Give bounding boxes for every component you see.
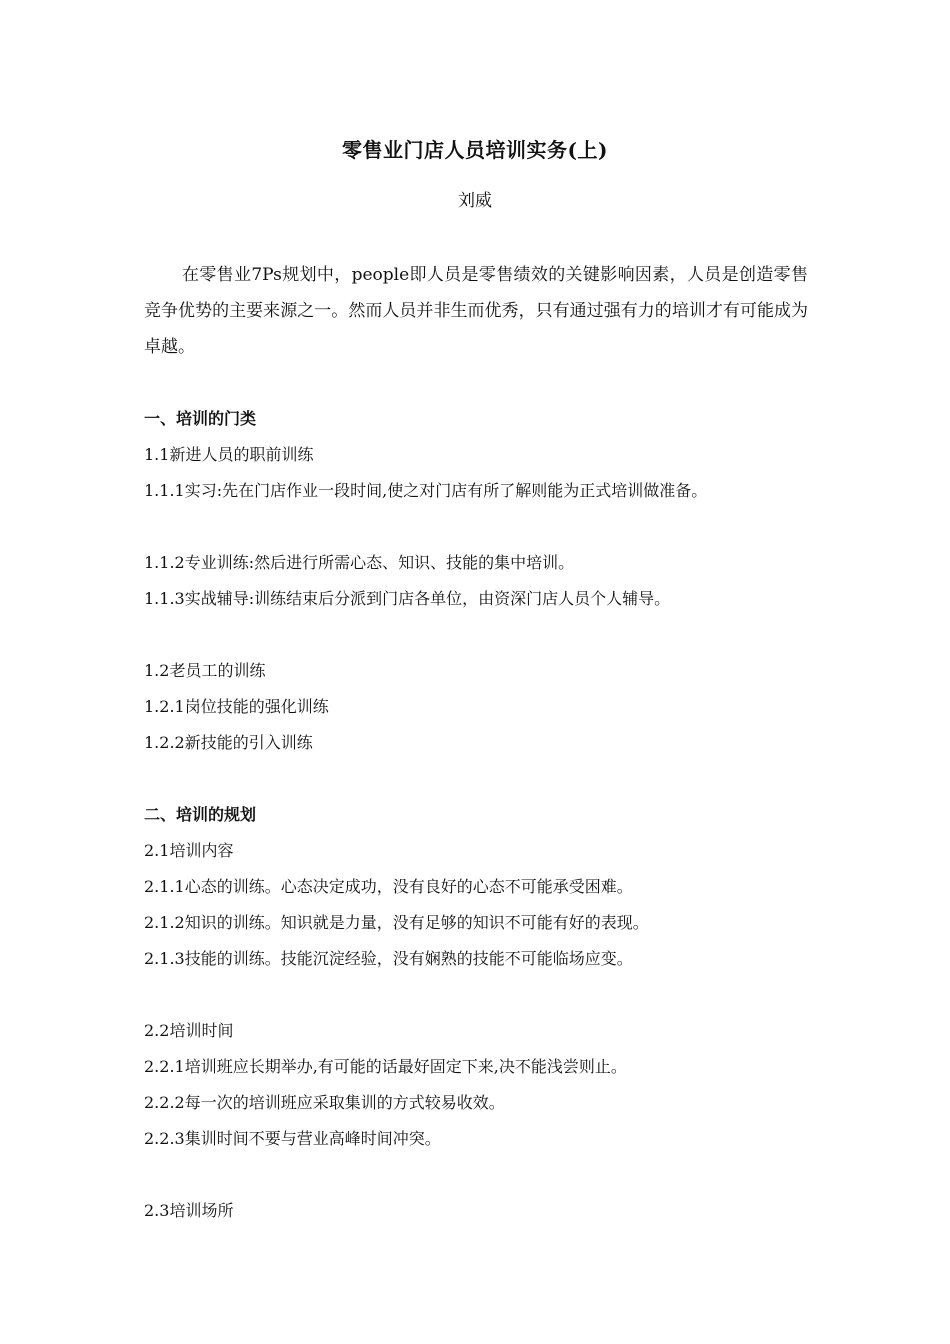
item-2-1-3: 2.1.3技能的训练。技能沉淀经验，没有娴熟的技能不可能临场应变。 [144,949,633,968]
item-1-2-2: 1.2.2新技能的引入训练 [144,733,313,752]
item-1-1-2: 1.1.2专业训练:然后进行所需心态、知识、技能的集中培训。 [144,553,575,572]
item-2-1-2: 2.1.2知识的训练。知识就是力量，没有足够的知识不可能有好的表现。 [144,913,649,932]
item-1-1-3: 1.1.3实战辅导:训练结束后分派到门店各单位，由资深门店人员个人辅导。 [144,589,671,608]
intro-paragraph: 在零售业7Ps规划中，people即人员是零售绩效的关键影响因素，人员是创造零售竞争优势的主要来源之一。然而人员并非生而优秀，只有通过强有力的培训才有可能成为卓越。 [144,265,808,357]
item-2-1: 2.1培训内容 [144,841,234,860]
item-2-1-1: 2.1.1心态的训练。心态决定成功，没有良好的心态不可能承受困难。 [144,877,633,896]
item-2-2-2: 2.2.2每一次的培训班应采取集训的方式较易收效。 [144,1093,505,1112]
item-1-2: 1.2老员工的训练 [144,661,266,680]
item-2-2-3: 2.2.3集训时间不要与营业高峰时间冲突。 [144,1129,441,1148]
item-1-2-1: 1.2.1岗位技能的强化训练 [144,697,329,716]
item-1-1: 1.1新进人员的职前训练 [144,445,314,464]
section-1-heading: 一、培训的门类 [144,409,257,428]
document-title: 零售业门店人员培训实务(上) [342,138,608,162]
section-2-heading: 二、培训的规划 [144,805,257,824]
document-author: 刘威 [458,191,492,211]
item-2-3: 2.3培训场所 [144,1201,234,1220]
item-2-2-1: 2.2.1培训班应长期举办,有可能的话最好固定下来,决不能浅尝则止。 [144,1057,627,1076]
item-2-2: 2.2培训时间 [144,1021,234,1040]
item-1-1-1: 1.1.1实习:先在门店作业一段时间,使之对门店有所了解则能为正式培训做准备。 [144,481,708,500]
